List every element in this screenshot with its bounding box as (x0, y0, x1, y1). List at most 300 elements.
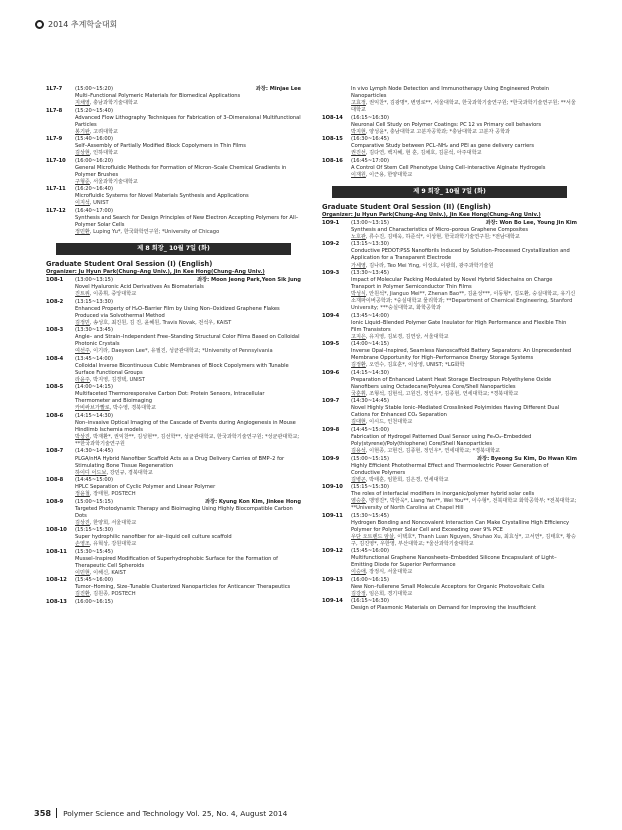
coauthors: , 양성윤*, 충남대학교 고분자공학과; *충남대학교 고분자 공학과 (365, 128, 510, 135)
entry-time: (15:15~15:30) (351, 484, 389, 491)
entry-timeline (351, 241, 577, 248)
entry-time: (16:00~16:20) (75, 157, 113, 164)
entry-id: 1O8-8 (46, 477, 64, 484)
program-entry (322, 427, 577, 455)
presenter-name: 권진선 (351, 150, 366, 157)
entry-authors (75, 570, 301, 577)
program-entry (46, 599, 301, 606)
entry-title: A Control Of Stem Cell Phenotype Using Cell–interactive Alginate Hydrogels (351, 164, 546, 171)
entry-id: 1O8-10 (46, 527, 67, 534)
entry-id (322, 86, 351, 114)
program-entry (322, 136, 577, 157)
entry-title: Design of Plasmonic Materials on Demand for Improving the Insufficient (351, 605, 536, 612)
coauthors: , 인하대학교 (89, 150, 119, 157)
entry-timeline (351, 598, 577, 605)
entry-timeline (351, 220, 577, 227)
entry-timeline (75, 599, 301, 606)
entry-timeline (75, 136, 301, 143)
entry-time: (14:00~14:15) (75, 384, 113, 391)
session-chair: 좌장: Kyung Kon Kim, Jinkee Hong (205, 498, 301, 505)
page-footer (34, 808, 287, 818)
entry-authors (351, 569, 577, 576)
entry-authors (75, 491, 301, 498)
entry-time: (13:00~13:15) (75, 276, 113, 283)
coauthors: , 이현종, 고현건, 김종현, 정인우*, 연세대학교; *경북대학교 (365, 448, 501, 455)
coauthors: , 이해신, KAIST (89, 569, 127, 576)
entry-id: 1O9-13 (322, 576, 343, 583)
coauthors: , 이종휘, 중앙대학교 (89, 291, 137, 298)
entry-title: Hydrogen Bonding and Noncovalent Interaction Can Make Crystalline High Efficiency Polymer for Polymer Solar Cell and Exceeding over 9% PCE (351, 519, 570, 533)
entry-title: Tumor–Homing, Size–Tunable Clusterized Nanoparticles for Anticancer Therapeutics (75, 584, 291, 591)
entry-body (75, 527, 301, 548)
program-entry (322, 220, 577, 241)
entry-authors (351, 234, 577, 241)
entry-authors (351, 391, 577, 398)
session-organizer: Organizer: Ju Hyun Park(Chung–Ang Univ.), Jin Kee Hong(Chung–Ang Univ.) (322, 211, 541, 218)
presenter-name: 국훈휘 (351, 390, 366, 397)
entry-authors (351, 448, 577, 455)
presenter-name: 이재원 (351, 171, 366, 178)
entry-time: (16:45~17:00) (351, 157, 389, 164)
entry-title: In vivo Lymph Node Detection and Immunotherapy Using Engineered Protein Nanoparticles (351, 86, 549, 100)
program-entry (46, 477, 301, 498)
entry-id: 1O8-13 (46, 598, 67, 605)
entry-id: 1O9-14 (322, 598, 343, 605)
entry-timeline (351, 341, 577, 348)
entry-time: (16:40~17:00) (75, 207, 113, 214)
entry-timeline (351, 456, 577, 463)
presenter-name: 김용석 (351, 448, 366, 455)
entry-id: 1O9-6 (322, 369, 340, 376)
coauthors: , 이택호*, Thanh Luan Nguyen, Shuhao Xu, 최효성*, 고서연*, 김태호*, 황승구, 김진영*, 우한영, 부산대학교; *울산과학기술대학교 (351, 533, 577, 547)
entry-id: 1O9-12 (322, 548, 343, 555)
entry-id: 1O8-16 (322, 157, 343, 164)
entry-body (75, 208, 301, 236)
entry-time: (15:45~16:00) (75, 577, 113, 584)
entry-timeline (351, 513, 577, 520)
program-entry (46, 136, 301, 157)
entry-body (351, 86, 577, 114)
program-entry (46, 158, 301, 186)
presenter-name: 김상현 (75, 150, 90, 157)
entry-id: 1O9-11 (322, 512, 343, 519)
entry-time: (15:40~16:00) (75, 136, 113, 143)
entry-time: (14:15~14:30) (351, 369, 389, 376)
presenter-name: 정윤철 (75, 491, 90, 498)
presenter-name: 여선주 (75, 348, 90, 355)
entry-body (75, 577, 301, 598)
entry-id: 1L7-9 (46, 136, 63, 143)
presenter-name: 김병곤 (351, 476, 366, 483)
presenter-name: 하이디 이드보 (75, 469, 107, 476)
entry-authors (75, 179, 301, 186)
presenter-name: 고지은 (351, 333, 366, 340)
entry-title: Conductive PEDOT:PSS Nanofibrils Induced by Solution–Processed Crystallization and Application for a Transparent Electrode (351, 248, 570, 262)
entry-title: Ionic Liquid–Blended Polymer Gate Insulator for High Performance and Flexible Thin Film Transistors (351, 319, 567, 333)
entry-title: Fabrication of Hydrogel Patterned Dual Sensor using Fe₃O₄–Embedded Poly(styrene)/Poly(thiophene) Core/Shell Nanoparticles (351, 433, 532, 448)
entry-body (351, 158, 577, 179)
entry-body (75, 186, 301, 207)
room-banner: 제 8 회장_ 10월 7일 (화) (56, 243, 291, 255)
program-entry (322, 548, 577, 576)
entry-body (351, 398, 577, 426)
coauthors: , 충남과학기술대학교 (89, 100, 138, 107)
coauthors: , 유지영, 김보경, 김연상, 서울대학교 (365, 333, 449, 340)
entry-timeline (75, 86, 301, 93)
session-organizer: Organizer: Ju Hyun Park(Chung–Ang Univ.), Jin Kee Hong(Chung–Ang Univ.) (46, 268, 265, 275)
session-title: Graduate Student Oral Session (I) (English) (46, 259, 213, 268)
entry-timeline (75, 158, 301, 165)
entry-authors (75, 129, 301, 136)
entry-authors (75, 291, 301, 298)
entry-id: 1L7-8 (46, 107, 63, 114)
presenter-name: 가세영 (351, 262, 366, 269)
coauthors: , 이시드, 인천대학교 (365, 419, 413, 426)
entry-time: (15:00~15:15) (75, 498, 113, 505)
entry-title: The roles of interfacial modifiers in inorganic/polymer hybrid solar cells (351, 491, 535, 498)
presenter-name: 카비싸브가빨로 (75, 405, 110, 412)
coauthors: , 오연수, 김효훈*, 이상영, UNIST; *LG화학 (365, 362, 465, 369)
entry-title: Self–Assembly of Partially Modified Block Copolymers in Thin Films (75, 143, 246, 150)
coauthors: , 박지영, 김경택, UNIST (89, 376, 146, 383)
entry-id: 1L7-10 (46, 157, 66, 164)
program-entry (46, 186, 301, 207)
entry-timeline (351, 270, 577, 277)
entry-title: Multifaceted Thermoresponsive Carbon Dot: Protein Sensors, Intracellular Thermometer and Bioimaging (75, 391, 265, 405)
entry-authors (351, 334, 577, 341)
coauthors: , 맹영진*, 박한욱*, Liang Yan**, Wei You**, 이수형*, 전북대학교 화학공학부; *전북대학교; **University of North Carolina at Chapel Hill (351, 498, 577, 512)
entry-time: (16:15~16:30) (351, 598, 389, 605)
entry-authors (75, 200, 301, 207)
coauthors: , 유혁상, 강원대학교 (89, 541, 137, 548)
entry-timeline (351, 398, 577, 405)
entry-timeline (75, 327, 301, 334)
entry-body (351, 548, 577, 576)
program-entry (46, 448, 301, 476)
entry-body (75, 327, 301, 355)
entry-title: Enhanced Property of H₂O–Barrier Film by Using Non–Oxidized Graphene Flakes Produced via Solvothermal Method (75, 305, 280, 319)
presenter-name: 우단 오트렌드 암살 (351, 533, 394, 540)
session-chair: 좌장: Moon Jeong Park,Yeon Sik Jung (197, 276, 301, 283)
entry-authors (351, 100, 577, 114)
entry-time: (16:30~16:45) (351, 136, 389, 143)
entry-time: (13:45~14:00) (75, 355, 113, 362)
entry-body (75, 356, 301, 384)
entry-body (351, 220, 577, 241)
program-entry (322, 241, 577, 269)
coauthors: , 조형석, 김현석, 고원건, 정인우*, 김종현, 연세대학교; *경북대학교 (365, 390, 519, 397)
entry-title: Mussel–Inspired Modification of Superhydrophobic Surface for the Formation of Therapeutic Cell Spheroids (75, 555, 278, 569)
presenter-name: 이지석 (75, 200, 90, 207)
entry-time: (13:15~13:30) (351, 241, 389, 248)
entry-timeline (351, 548, 577, 555)
entry-timeline (75, 186, 301, 193)
entry-title: Multi–Functional Polymeric Materials for Biomedical Applications (75, 93, 241, 100)
entry-timeline (351, 313, 577, 320)
entry-timeline (351, 136, 577, 143)
session-title: Graduate Student Oral Session (II) (English) (322, 202, 491, 211)
entry-time: (14:45~15:00) (75, 477, 113, 484)
entry-body (75, 599, 301, 606)
entry-id: 1L7-12 (46, 207, 66, 214)
coauthors: , Luping Yu*, 한국화학연구원; *University of Chicago (89, 228, 220, 235)
coauthors: , 안원석*, Jianguo Mei**, Zhenan Bao**, 김윤성***, 이동형*, 김도환, 숭실대학교, 유기신소재파이버공학과; *숭실대학교 물리학과; **Department of Chemical Engineering, Stanford University; ***숭실대학교, 화학공학과 (351, 291, 576, 312)
entry-id: 1O8-4 (46, 355, 64, 362)
entry-body (75, 108, 301, 136)
entry-body (75, 477, 301, 498)
coauthors: , 송성호, 최진원, 김 진, 윤혜원, Travis Novak, 전석우, KAIST (89, 319, 232, 326)
presenter-name: 봉기완 (75, 128, 90, 135)
entry-timeline (75, 384, 301, 391)
coauthors: , 박재환*, 권익찬**, 김성현**, 김선학**, 성균관대학교, 한국과학기술연구원; *성균관대학교; **한국과학기술연구원 (75, 433, 300, 448)
entry-timeline (351, 427, 577, 434)
entry-title: Non–invasive Optical Imaging of the Cascade of Events during Angiogenesis in Mouse Hindlimb Ischemia models (75, 419, 296, 433)
entry-body (351, 241, 577, 269)
entry-timeline (75, 448, 301, 455)
entry-title: Multifunctional Graphene Nanosheets–Embedded Silicone Encapsulant of Light–Emitting Diode for Superior Performance (351, 555, 557, 569)
presenter-name: 진트위 (75, 291, 90, 298)
entry-body (351, 598, 577, 612)
entry-time: (15:15~15:30) (75, 527, 113, 534)
program-entry (46, 327, 301, 355)
entry-title: New Non–fullerene Small Molecule Acceptors for Organic Photovoltaic Cells (351, 583, 545, 590)
entry-id: 1O9-3 (322, 269, 340, 276)
entry-timeline (75, 299, 301, 306)
header-title: 2014 추계학술대회 (48, 20, 118, 29)
entry-timeline (75, 108, 301, 115)
entry-title: Colloidal Inverse Bicontinuous Cubic Membranes of Block Copolymers with Tunable Surface Functional Groups (75, 362, 289, 376)
coauthors: , 박태훈, 임한희, 김은경, 연세대학교 (365, 476, 449, 483)
entry-body (75, 448, 301, 476)
entry-time: (14:30~14:45) (75, 448, 113, 455)
presenter-name: 손영조 (75, 541, 90, 548)
coauthors: , 박수영, 경북대학교 (109, 405, 157, 412)
entry-body (75, 158, 301, 186)
entry-id: 1O9-1 (322, 219, 340, 226)
entry-timeline (75, 477, 301, 484)
entry-authors (351, 129, 577, 136)
entry-time: (15:00~15:15) (351, 455, 389, 462)
entry-time: (14:00~14:15) (351, 341, 389, 348)
coauthors: , 서울과학기술대학교 (89, 178, 138, 185)
program-entry (322, 577, 577, 598)
entry-body (351, 136, 577, 157)
footer-divider (56, 808, 57, 818)
entry-title: Novel Highly Stable Ionic–Mediated Crosslinked Polyimides Having Different Dual Cations for Enhanced CO₂ Separation (351, 405, 560, 419)
entry-body (351, 427, 577, 455)
entry-time: (15:30~15:45) (75, 548, 113, 555)
entry-time: (15:20~15:40) (75, 107, 113, 114)
entry-body (75, 413, 301, 448)
entry-authors (75, 377, 301, 384)
entry-id: 1O9-2 (322, 241, 340, 248)
coauthors: , 강민규, 경북대학교 (106, 469, 153, 476)
entry-timeline (351, 115, 577, 122)
entry-title: Microfluidic Systems for Novel Materials Synthesis and Applications (75, 193, 249, 200)
presenter-name: 이승애 (351, 569, 366, 576)
entry-body (351, 456, 577, 484)
entry-body (75, 299, 301, 327)
entry-id: 1O8-6 (46, 412, 64, 419)
entry-authors (75, 520, 301, 527)
entry-authors (75, 541, 301, 548)
entry-title: Targeted Photodynamic Therapy and Bioimaging Using Highly Biocompatible Carbon Dots (75, 505, 293, 519)
entry-title: Impact of Molecular Packing Modulated by Novel Hybrid Sidechains on Charge Transport in Polymer Semiconductor Thin Films (351, 276, 553, 291)
entry-title: Novel Hyaluronic Acid Derivatives As Biomaterials (75, 284, 204, 291)
presenter-name: 지채영 (75, 100, 90, 107)
presenter-name: 김정민 (75, 319, 90, 326)
program-entry (322, 370, 577, 398)
left-column (46, 86, 301, 606)
entry-time: (13:45~14:00) (351, 312, 389, 319)
program-entry (322, 398, 577, 426)
entry-time: (13:15~13:30) (75, 298, 113, 305)
coauthors: , 류수진, 김태욱, 하준석*, 이상현, 한국과학기술연구원; *전남대학교 (365, 233, 520, 240)
program-entry (322, 158, 577, 179)
program-entry (46, 499, 301, 527)
presenter-name: 라윤주 (75, 376, 90, 383)
program-entry (46, 577, 301, 598)
program-entry (322, 513, 577, 548)
program-entry (322, 456, 577, 484)
entry-id: 1O8-7 (46, 448, 64, 455)
right-column (322, 86, 577, 613)
presenter-name: 박지현 (351, 128, 366, 135)
entry-title: PLGA/nHA Hybrid Nanofiber Scaffold Acts as a Drug Delivery Carries of BMP–2 for Stimulating Bone Tissue Regeneration (75, 455, 285, 469)
entry-body (75, 136, 301, 157)
presenter-name: 고효정 (351, 100, 366, 107)
entry-timeline (75, 577, 301, 584)
entry-title: Super hydrophilic nanofiber for air–liquid cell culture scaffold (75, 534, 232, 541)
entry-timeline (75, 277, 301, 284)
entry-time: (16:00~16:15) (351, 576, 389, 583)
entry-body (75, 86, 301, 107)
entry-title: Advanced Flow Lithography Techniques for Fabrication of 3–Dimensional Multifunctional Particles (75, 114, 301, 128)
entry-body (351, 513, 577, 548)
program-entry (322, 484, 577, 512)
coauthors: , 김나라, Teo Mei Ying, 이성호, 이광희, 광주과학기술원 (365, 262, 494, 269)
program-entry (322, 313, 577, 341)
entry-timeline (75, 527, 301, 534)
program-entry (46, 208, 301, 236)
entry-authors (75, 229, 301, 236)
entry-time: (13:30~13:45) (75, 327, 113, 334)
circle-icon (35, 20, 44, 29)
entry-id: 1O9-9 (322, 455, 340, 462)
entry-title: Highly Efficient Photothermal Effect and Thermoelectric Power Generation of Conductive Polymers (351, 462, 549, 476)
entry-time: (13:30~13:45) (351, 269, 389, 276)
entry-authors (351, 419, 577, 426)
coauthors: , 김다연, 백지혜, 현 훈, 김채호, 김문석, 아주대학교 (365, 150, 482, 157)
entry-timeline (351, 484, 577, 491)
program-entry (322, 115, 577, 136)
entry-time: (16:00~16:15) (75, 598, 113, 605)
entry-id: 1O8-9 (46, 498, 64, 505)
entry-title: Synthesis and Search for Design Principles of New Electron Accepting Polymers for All–Polymer Solar Cells (75, 214, 299, 228)
presenter-name: 정민환 (75, 228, 90, 235)
entry-id: 1L7-7 (46, 86, 63, 92)
entry-time: (16:20~16:40) (75, 186, 113, 193)
entry-body (351, 577, 577, 598)
entry-id: 1O8-2 (46, 298, 64, 305)
entry-title: General Microfluidic Methods for Formation of Micron–Scale Chemical Gradients in Polymer Brushes (75, 164, 287, 178)
program-entry (46, 413, 301, 448)
entry-authors (75, 100, 301, 107)
session-chair: 좌장: Minjae Lee (255, 86, 301, 92)
coauthors: , 이근용, 한양대학교 (365, 171, 413, 178)
entry-body (75, 384, 301, 412)
presenter-name: 김정환 (351, 362, 366, 369)
program-entry (46, 356, 301, 384)
entry-authors (75, 470, 301, 477)
entry-time: (15:45~16:00) (351, 548, 389, 555)
entry-id: 1O8-3 (46, 327, 64, 334)
entry-authors (351, 291, 577, 312)
presenter-name: 박성식 (351, 291, 366, 298)
entry-authors (351, 362, 577, 369)
entry-id: 1O9-10 (322, 484, 343, 491)
entry-id: 1O9-8 (322, 426, 340, 433)
entry-body (351, 115, 577, 136)
entry-id: 1O8-11 (46, 548, 67, 555)
entry-body (75, 499, 301, 527)
page-header (35, 19, 117, 30)
entry-timeline (75, 413, 301, 420)
program-entry (322, 341, 577, 369)
coauthors: , 임은희, 경기대학교 (365, 590, 413, 597)
entry-title: Neuronal Cell Study on Polymer Coatings: PC 12 vs Primary cell behaviors (351, 121, 542, 128)
entry-id: 1O9-7 (322, 398, 340, 405)
entry-body (75, 549, 301, 577)
entry-authors (75, 150, 301, 157)
coauthors: , 한양희, 서울대학교 (89, 519, 137, 526)
entry-time: (14:30~14:45) (351, 398, 389, 405)
program-entry (322, 270, 577, 312)
presenter-name: 김강정 (351, 590, 366, 597)
page-number: 358 (34, 808, 52, 818)
entry-time: (16:15~16:30) (351, 114, 389, 121)
entry-authors (351, 477, 577, 484)
entry-timeline (351, 370, 577, 377)
presenter-name: 이민현 (75, 569, 90, 576)
entry-authors (75, 320, 301, 327)
entry-authors (75, 434, 301, 448)
entry-title: Synthesis and Characteristics of Micro–porous Graphene Composites (351, 226, 529, 233)
entry-title: Angle– and Strain–Independent Free–Standing Structural Color Films Based on Colloidal Photonic Crystals (75, 334, 300, 348)
entry-body (351, 341, 577, 369)
entry-id: 1O8-12 (46, 577, 67, 584)
entry-time: (15:30~15:45) (351, 512, 389, 519)
room-banner: 제 9 회장_ 10월 7일 (화) (332, 186, 567, 198)
entry-authors (351, 591, 577, 598)
entry-authors (351, 498, 577, 512)
presenter-name: 염승훈 (351, 498, 366, 505)
entry-title: Preparation of Enhanced Latent Heat Storage Electrospun Polyethylene Oxide Nanofibers using Octadecane/Polyurea Core/Shell Nanoparticles (351, 376, 552, 390)
entry-authors (351, 172, 577, 179)
program-entry (322, 598, 577, 612)
program-entry (46, 277, 301, 298)
entry-timeline (75, 549, 301, 556)
entry-title: Inverse Opal–Inspired, Seamless Nanoscaffold Battery Separators: An Unprecedented Membrane Opportunity for High–Performance Energy Storage Systems (351, 348, 572, 362)
entry-timeline (351, 158, 577, 165)
coauthors: , 고려대학교 (89, 128, 119, 135)
entry-id: 1O8-15 (322, 136, 343, 143)
entry-id: 1O9-5 (322, 341, 340, 348)
coauthors: , 이기라, Daeyeon Lee*, 유필진, 성균관대학교; *University of Pennsylvania (89, 348, 273, 355)
program-entry (46, 299, 301, 327)
entry-time: (15:00~15:20) (75, 86, 113, 92)
entry-time: (14:45~15:00) (351, 426, 389, 433)
